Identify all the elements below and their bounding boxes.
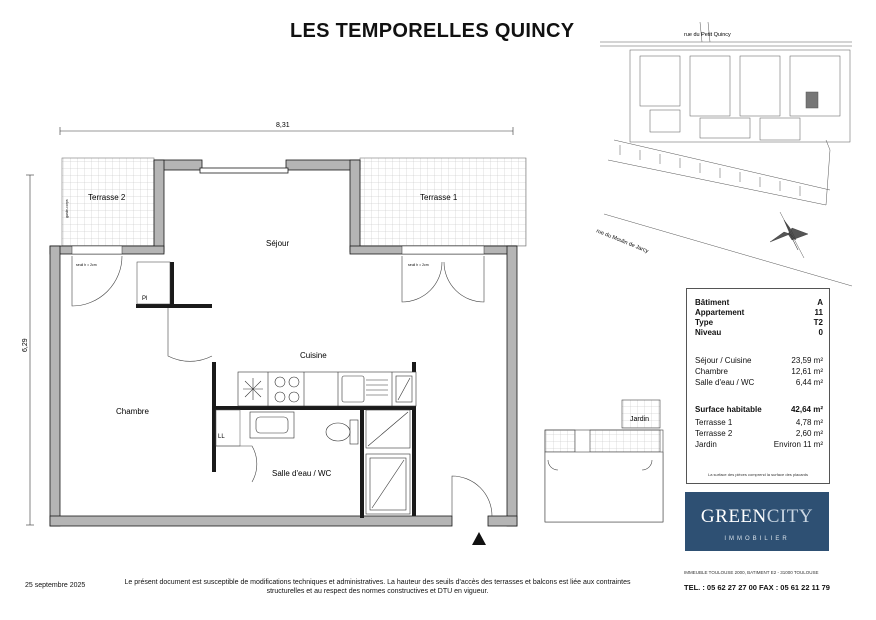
terrace-1-label: Terrasse 1 — [420, 193, 458, 202]
info-row-sejour-cuisine: Séjour / Cuisine 23,59 m² — [695, 356, 823, 365]
info-row-surface-habitable: Surface habitable 42,64 m² — [695, 405, 823, 414]
railing-note: garde-corps — [65, 199, 69, 218]
terrace-2-label: Terrasse 2 — [88, 193, 126, 202]
info-row-terrasse-1: Terrasse 1 4,78 m² — [695, 418, 823, 427]
info-row-chambre: Chambre 12,61 m² — [695, 367, 823, 376]
kitchen-counter — [238, 372, 416, 406]
info-row-appartement: Appartement 11 — [695, 308, 823, 317]
closet-label: Pl — [142, 296, 148, 302]
dimension-width-label: 8,31 — [276, 122, 290, 129]
entrance-arrow-icon — [472, 532, 486, 545]
sill-note-right: seuil h = 2cm — [408, 263, 429, 267]
logo-subtitle: IMMOBILIER — [724, 536, 790, 542]
room-label-chambre: Chambre — [116, 407, 149, 416]
info-panel — [686, 288, 830, 484]
toilet-icon — [326, 420, 358, 444]
greencity-logo — [685, 492, 829, 551]
company-address: IMMEUBLE TOULOUSE 2000, BATIMENT E2 - 31000 TOULOUSE — [684, 570, 819, 575]
street-top-label: rue du Petit Quincy — [684, 32, 731, 38]
compass-icon — [770, 212, 808, 258]
info-row-batiment: Bâtiment A — [695, 298, 823, 307]
info-row-salle-eau: Salle d'eau / WC 6,44 m² — [695, 378, 823, 387]
info-row-jardin: Jardin Environ 11 m² — [695, 440, 823, 449]
info-row-type: Type T2 — [695, 318, 823, 327]
washing-machine-label: LL — [218, 434, 225, 440]
sill-note-left: seuil h = 2cm — [76, 263, 97, 267]
room-label-sejour: Séjour — [266, 239, 290, 248]
disclaimer: Le présent document est susceptible de modifications techniques et administratives. La hauteur des seuils d'accès des terrasses et balcons est liée aux contraintes structurelles et au respect des normes constructives et DTU en vigueur. — [124, 579, 631, 595]
info-row-niveau: Niveau 0 — [695, 328, 823, 337]
shower-icon — [366, 410, 410, 514]
document-date: 25 septembre 2025 — [25, 582, 86, 589]
street-bottom-label: rue du Moulin de Jarcy — [595, 228, 650, 255]
room-label-salle-eau: Salle d'eau / WC — [272, 469, 332, 478]
dimension-height-label: 6,29 — [22, 338, 29, 352]
key-plan-jardin-label: Jardin — [630, 416, 650, 423]
terrace-2 — [62, 158, 154, 246]
surface-note: La surface des pièces comprend la surface des placards — [707, 472, 809, 477]
info-row-terrasse-2: Terrasse 2 2,60 m² — [695, 429, 823, 438]
page-title: LES TEMPORELLES QUINCY — [290, 20, 575, 42]
washbasin-icon — [250, 412, 294, 438]
logo-wordmark: GREENCITY — [700, 506, 814, 527]
room-label-cuisine: Cuisine — [300, 351, 327, 360]
terrace-1 — [360, 158, 526, 246]
company-contacts: TEL. : 05 62 27 27 00 FAX : 05 61 22 11 79 — [684, 583, 830, 592]
washing-machine-space — [216, 410, 240, 446]
